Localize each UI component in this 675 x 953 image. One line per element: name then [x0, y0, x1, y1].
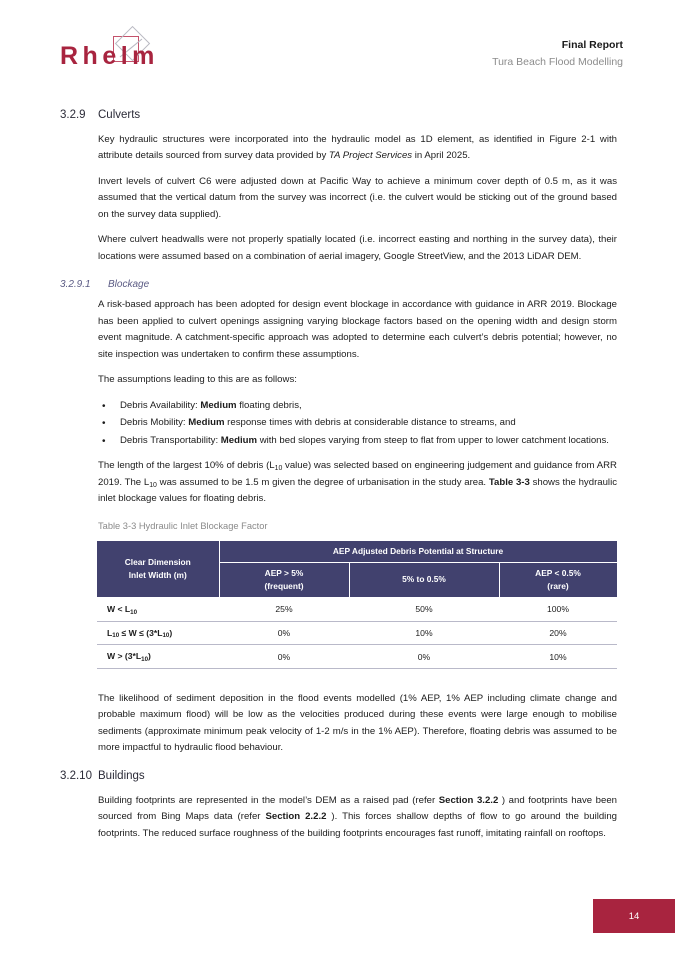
header-col-frequent — [219, 562, 349, 597]
list-item — [98, 398, 617, 415]
para-text: Building footprints are represented in the model’s DEM as a raised pad (refer — [98, 794, 439, 806]
bullet-lead: Debris Availability: — [120, 399, 201, 411]
row-label-text: W > (3*L — [107, 651, 142, 662]
row-label-text: W < L — [107, 604, 131, 614]
paragraph-l10 — [60, 458, 617, 508]
cell-value: 10% — [499, 645, 617, 669]
paragraph-buildings — [60, 793, 617, 843]
para-text-tail: ). This forces shallow depths of flow to go around the building footprints. The reduced surface roughness of the building footprints encourages fast runoff, imitating rainfall on rooftops. — [98, 811, 617, 839]
paragraph-blockage-1: A risk-based approach has been adopted for design event blockage in accordance with guidance in ARR 2019. Blockage has been applied to culvert openings assigning varying blockage factors based on the opening width and design storm event magnitude. A catchment-specific approach was adopted to determine each culvert’s debris potential; however, no site inspection was undertaken to confirm these assumptions. — [98, 299, 617, 360]
rhelm-logo — [60, 34, 210, 82]
paragraph-assumptions-intro: The assumptions leading to this are as follows: — [98, 374, 297, 386]
cell-value: 25% — [219, 598, 349, 622]
section-reference-1: Section 3.2.2 — [438, 794, 499, 806]
header-col-line1: 5% to 0.5% — [402, 574, 446, 585]
para-text-tail: in April 2025. — [412, 150, 471, 162]
list-item — [98, 433, 617, 450]
list-item — [98, 415, 617, 432]
section-reference-2: Section 2.2.2 — [265, 811, 327, 823]
table-row — [97, 645, 617, 669]
header-col-rare — [499, 562, 617, 597]
heading-blockage — [60, 278, 617, 291]
header-clear-dimension — [97, 540, 219, 597]
para-text: Key hydraulic structures were incorporated into the hydraulic model as 1D element, as identified in Figure 2-1 with attribute details sourced from survey data provided by — [98, 133, 617, 162]
bullet-lead: Debris Transportability: — [120, 434, 221, 446]
row-label-sub: 10 — [162, 632, 170, 640]
paragraph-culverts-3: Where culvert headwalls were not properly spatially located (i.e. incorrect easting and northing in the survey data), their locations were assumed based on a combination of aerial imagery, Google StreetView, and the 2013 LiDAR DEM. — [98, 234, 617, 262]
header-col-line2: (frequent) — [264, 580, 304, 591]
row-label-sub: 10 — [130, 608, 138, 616]
cell-value: 20% — [499, 621, 617, 645]
header-col-line1: AEP < 0.5% — [535, 567, 581, 578]
table-caption: Table 3-3 Hydraulic Inlet Blockage Factor — [98, 520, 268, 531]
table-container — [60, 540, 617, 669]
row-label-text: ) — [169, 627, 173, 638]
para-text: ) and footprints have been sourced from Bing Maps data (refer — [98, 794, 617, 823]
row-label-sub: 10 — [112, 632, 120, 640]
cell-value: 100% — [499, 598, 617, 622]
table-row — [97, 598, 617, 622]
heading-buildings-title: Buildings — [98, 769, 145, 782]
heading-buildings-number: 3.2.10 — [60, 769, 92, 782]
bullet-rest: response times with debris at considerable distance to streams, and — [224, 417, 516, 429]
row-label-text: ) — [148, 651, 151, 662]
bullet-bold: Medium — [188, 417, 225, 429]
row-label-sub: 10 — [141, 655, 149, 663]
para-text: was assumed to be 1.5 m given the degree of urbanisation in the study area. — [156, 476, 489, 488]
page-number: 14 — [628, 910, 640, 922]
paragraph-culverts-1 — [60, 132, 617, 165]
para-italic-ref: TA Project Services — [328, 150, 413, 162]
para-text: The length of the largest 10% of debris (L — [98, 460, 275, 472]
paragraph-culverts-2: Invert levels of culvert C6 were adjusted down at Pacific Way to achieve a minimum cover depth of 0.5 m, as it was assumed that the vertical datum from the survey was incorrect (i.e. the culvert would be sticking out of the ground based on the survey data supplied). — [98, 175, 617, 220]
cell-value: 0% — [219, 621, 349, 645]
cell-value: 0% — [349, 645, 499, 669]
paragraph-sediment: The likelihood of sediment deposition in the flood events modelled (1% AEP, 1% AEP including climate change and probable maximum flood) will be low as the velocities produced during these events were large enough to mobilise sediments (approximate minimum peak velocity of 1-2 m/s in the 1% AEP). Therefore, floating debris was assumed to be more impactful to hydraulic flood behaviour. — [98, 692, 617, 754]
table-row — [97, 621, 617, 645]
bullet-rest: with bed slopes varying from steep to flat from upper to lower catchment locations. — [257, 434, 609, 446]
row-label — [97, 645, 219, 669]
row-label-text: L — [107, 627, 113, 638]
heading-culverts — [60, 108, 617, 123]
page-header — [0, 0, 675, 96]
bullet-rest: floating debris, — [236, 399, 302, 411]
header-col-line2: (rare) — [547, 580, 569, 591]
heading-blockage-title: Blockage — [108, 279, 150, 291]
report-subtitle: Tura Beach Flood Modelling — [492, 56, 623, 69]
bullet-bold: Medium — [200, 399, 237, 411]
para-text: value) was selected based on engineering judgement and guidance from ARR 2019. The L — [98, 460, 617, 488]
bullet-bold: Medium — [220, 434, 258, 446]
row-label — [97, 598, 219, 622]
cell-value: 0% — [219, 645, 349, 669]
heading-buildings — [60, 769, 617, 784]
cell-value: 50% — [349, 598, 499, 622]
blockage-factor-table — [97, 540, 618, 669]
heading-culverts-title: Culverts — [98, 109, 141, 121]
assumptions-list — [60, 398, 617, 450]
row-label — [97, 621, 219, 645]
heading-blockage-number: 3.2.9.1 — [60, 279, 91, 291]
document-content — [0, 96, 675, 842]
header-col-line1: AEP > 5% — [264, 567, 304, 578]
page-number-badge — [593, 899, 675, 933]
table-reference: Table 3-3 — [488, 476, 530, 488]
subscript-l10: 10 — [149, 481, 157, 489]
header-text-block — [492, 34, 623, 70]
header-aep-group: AEP Adjusted Debris Potential at Structure — [219, 540, 617, 562]
header-col-mid — [349, 562, 499, 597]
para-text-tail: shows the hydraulic inlet blockage values for floating debris. — [98, 476, 617, 505]
header-line-1: Clear Dimension — [124, 556, 191, 567]
bullet-lead: Debris Mobility: — [120, 417, 189, 429]
row-label-text: ≤ W ≤ (3*L — [119, 627, 163, 638]
header-line-2: Inlet Width (m) — [128, 569, 187, 580]
subscript-l10: 10 — [274, 465, 283, 473]
table-header-row-group — [97, 540, 617, 562]
cell-value: 10% — [349, 621, 499, 645]
heading-culverts-number: 3.2.9 — [60, 109, 86, 121]
logo-wordmark: Rhelm — [60, 42, 159, 70]
report-title: Final Report — [561, 39, 623, 51]
